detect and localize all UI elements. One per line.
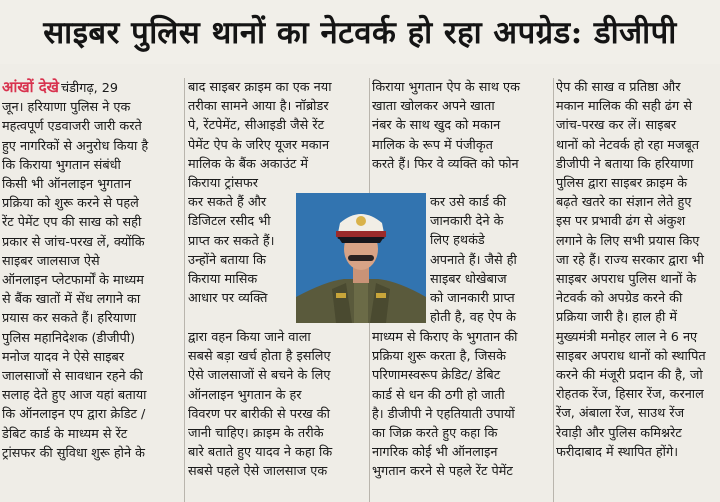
text-line: प्रकार से जांच-परख लें, क्योंकि xyxy=(2,234,145,250)
text-line: पे, रेंटपेमेंट, सीआइडी जैसे रेंट xyxy=(188,118,325,134)
text-line: नंबर के साथ खुद को मकान xyxy=(372,118,501,134)
text-line: इस पर प्रभावी ढंग से अंकुश xyxy=(556,214,686,230)
officer-portrait xyxy=(296,193,426,323)
text-line: फरीदाबाद में स्थापित होंगे। xyxy=(556,444,679,460)
kicker: आंखों देखे xyxy=(2,78,59,96)
text-line: पेमेंट ऐप के जरिए यूजर मकान xyxy=(188,137,330,153)
text-line: कर सकते हैं और xyxy=(188,195,267,211)
text-line: मकान मालिक की सही ढंग से xyxy=(556,99,692,115)
text-line: बाद साइबर क्राइम का एक नया xyxy=(188,80,332,95)
text-line: जालसाजों से सावधान रहने की xyxy=(2,369,143,385)
text-line: जानी चाहिए। क्राइम के तरीके xyxy=(188,426,324,442)
column-3-bottom xyxy=(372,328,550,482)
text-line: को जानकारी प्राप्त xyxy=(430,291,515,307)
text-line: परिणामस्वरूप क्रेडिट/ डेबिट xyxy=(372,368,501,384)
text-line: ऐप की साख व प्रतिष्ठा और xyxy=(556,80,681,95)
text-line: डिजिटल रसीद भी xyxy=(188,214,271,230)
column-2-bottom xyxy=(188,328,368,482)
text-line: मनोज यादव ने ऐसे साइबर xyxy=(2,349,125,365)
text-line: डेबिट कार्ड के माध्यम से रेंट xyxy=(2,426,128,442)
text-line: किराया भुगतान ऐप के साथ एक xyxy=(372,80,520,95)
text-line: बारे बताते हुए यादव ने कहा कि xyxy=(188,445,333,461)
text-line: अपनाते हैं। जैसे ही xyxy=(430,252,517,268)
dgp-photo xyxy=(296,193,426,323)
text-line: कर उसे कार्ड की xyxy=(430,195,507,210)
column-3-wrap xyxy=(430,193,550,327)
text-line: ऑनलाइन प्लेटफार्मों के माध्यम xyxy=(2,273,144,289)
text-line: हुए नागरिकों से अनुरोध किया है xyxy=(2,138,149,154)
text-line: कि किराया भुगतान संबंधी xyxy=(2,157,121,173)
text-line: नागरिक कोई भी ऑनलाइन xyxy=(372,445,498,461)
text-line: माध्यम से किराए के भुगतान की xyxy=(372,330,518,345)
text-line: भुगतान करने से पहले रेंट पेमेंट xyxy=(372,464,513,480)
text-line: सबसे पहले ऐसे जालसाज एक xyxy=(188,464,328,480)
text-line: है। डीजीपी ने एहतियाती उपायों xyxy=(372,406,515,422)
text-line: उन्होंने बताया कि xyxy=(188,252,266,268)
text-line: जून। हरियाणा पुलिस ने एक xyxy=(2,100,131,116)
text-line: जानकारी देने के xyxy=(430,214,504,230)
text-line: आधार पर व्यक्ति xyxy=(188,291,268,307)
text-line: कार्ड से धन की ठगी हो जाती xyxy=(372,387,505,403)
text-line: मालिक के रूप में पंजीकृत xyxy=(372,137,493,153)
column-1 xyxy=(2,78,182,463)
text-line: पुलिस महानिदेशक (डीजीपी) xyxy=(2,330,136,346)
text-line: जा रहे हैं। राज्य सरकार द्वारा भी xyxy=(556,252,704,268)
text-line: द्वारा वहन किया जाने वाला xyxy=(188,330,311,345)
text-line: ऐसे जालसाजों से बचने के लिए xyxy=(188,368,331,384)
text-line: नेटवर्क को अपग्रेड करने की xyxy=(556,291,683,307)
text-line: सबसे बड़ा खर्च होता है इसलिए xyxy=(188,349,331,365)
text-line: साइबर अपराध पुलिस थानों के xyxy=(556,272,697,288)
text-line: डीजीपी ने बताया कि हरियाणा xyxy=(556,156,694,172)
text-line: करते हैं। फिर वे व्यक्ति को फोन xyxy=(372,156,519,172)
text-line: किसी भी ऑनलाइन भुगतान xyxy=(2,177,132,193)
text-line: रेंट पेमेंट एप की साख को सही xyxy=(2,215,142,231)
text-line: होती है, वह ऐप के xyxy=(430,310,516,326)
dateline: चंडीगढ़, 29 xyxy=(60,81,119,96)
text-line: प्राप्त कर सकते हैं। xyxy=(188,233,275,249)
column-3-top xyxy=(372,78,550,174)
text-line: साइबर जालसाज ऐसे xyxy=(2,253,100,269)
text-line: साइबर अपराध थानों को स्थापित xyxy=(556,348,706,364)
text-line: कि ऑनलाइन एप द्वारा क्रेडिट / xyxy=(2,407,146,423)
text-line: बढ़ते खतरे का संज्ञान लेते हुए xyxy=(556,195,692,211)
text-line: महत्वपूर्ण एडवाजरी जारी करते xyxy=(2,119,142,135)
text-line: किराया ट्रांसफर xyxy=(188,176,259,192)
column-divider xyxy=(553,78,554,502)
text-line: सलाह देते हुए आज यहां बताया xyxy=(2,388,147,404)
text-line: ऑनलाइन भुगतान के हर xyxy=(188,387,302,403)
text-line: प्रयास कर सकते हैं। हरियाणा xyxy=(2,311,137,327)
text-line: रेंज, अंबाला रेंज, साउथ रेंज xyxy=(556,406,685,422)
text-line: प्रक्रिया जारी है। हाल ही में xyxy=(556,310,678,326)
text-line: प्रक्रिया शुरू करता है, जिसके xyxy=(372,349,506,365)
text-line: तरीका सामने आया है। नॉब्रोडर xyxy=(188,99,329,115)
text-line: रेवाड़ी और पुलिस कमिश्नरेट xyxy=(556,425,682,441)
text-line: खाता खोलकर अपने खाता xyxy=(372,99,495,115)
column-divider xyxy=(184,78,185,502)
text-line: किराया मासिक xyxy=(188,272,258,288)
text-line: का जिक्र करते हुए कहा कि xyxy=(372,426,498,442)
text-line: ट्रांसफर की सुविधा शुरू होने के xyxy=(2,445,145,461)
text-line: से बैंक खातों में सेंध लगाने का xyxy=(2,292,141,308)
text-line: करने की मंजूरी प्रदान की है, जो xyxy=(556,368,703,384)
text-line: रोहतक रेंज, हिसार रेंज, करनाल xyxy=(556,387,704,403)
text-line: थानों को नेटवर्क हो रहा मजबूत xyxy=(556,137,700,153)
text-line: लगाने के लिए सभी प्रयास किए xyxy=(556,233,700,249)
column-4 xyxy=(556,78,720,462)
text-line: जांच-परख कर लें। साइबर xyxy=(556,118,677,134)
text-line: साइबर धोखेबाज xyxy=(430,271,507,287)
text-line: मुख्यमंत्री मनोहर लाल ने 6 नए xyxy=(556,329,698,345)
text-line: पुलिस द्वारा साइबर क्राइम के xyxy=(556,176,688,192)
text-line: विवरण पर बारीकी से परख की xyxy=(188,406,330,422)
text-line: प्रक्रिया को शुरू करने से पहले xyxy=(2,196,139,212)
text-line: लिए हथकंडे xyxy=(430,233,485,249)
text-line: मालिक के बैंक अकाउंट में xyxy=(188,156,309,172)
headline: साइबर पुलिस थानों का नेटवर्क हो रहा अपग्रेड: डीजीपी xyxy=(0,0,720,64)
